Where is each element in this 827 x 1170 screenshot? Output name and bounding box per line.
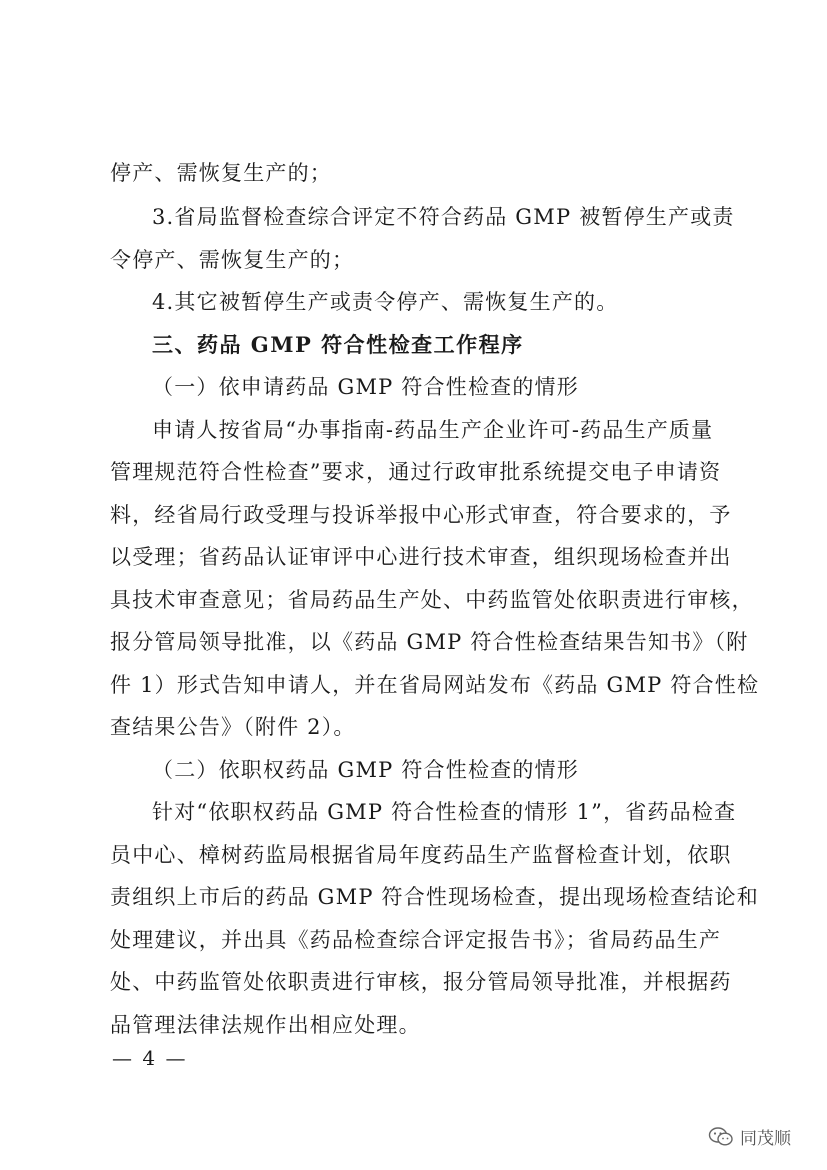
text-line: 品管理法律法规作出相应处理。 (110, 1013, 421, 1037)
text-line: 停产、需恢复生产的； (110, 161, 332, 185)
text-line: 件 1）形式告知申请人，并在省局网站发布《药品 GMP 符合性检 (110, 673, 760, 697)
text-line: 针对“依职权药品 GMP 符合性检查的情形 1”，省药品检查 (152, 800, 737, 824)
text-line: 员中心、樟树药监局根据省局年度药品生产监督检查计划，依职 (110, 843, 732, 867)
text-line: 管理规范符合性检查”要求，通过行政审批系统提交电子申请资 (110, 460, 722, 484)
page-number: — 4 — (112, 1046, 188, 1070)
section-heading: 三、药品 GMP 符合性检查工作程序 (152, 332, 524, 357)
text-line: 查结果公告》（附件 2）。 (110, 715, 356, 739)
subsection-heading: （一）依申请药品 GMP 符合性检查的情形 (152, 375, 579, 399)
watermark (708, 1124, 791, 1149)
subsection-heading: （二）依职权药品 GMP 符合性检查的情形 (152, 758, 579, 782)
watermark-text: 同茂顺 (740, 1129, 791, 1149)
text-line: 令停产、需恢复生产的； (110, 248, 355, 272)
text-line: 3.省局监督检查综合评定不符合药品 GMP 被暂停生产或责 (152, 205, 735, 229)
text-line: 以受理；省药品认证审评中心进行技术审查，组织现场检查并出 (110, 545, 732, 569)
wechat-icon (708, 1126, 734, 1148)
text-line: 申请人按省局“办事指南-药品生产企业许可-药品生产质量 (152, 418, 714, 442)
text-line: 具技术审查意见；省局药品生产处、中药监管处依职责进行审核， (110, 588, 754, 612)
text-line: 责组织上市后的药品 GMP 符合性现场检查，提出现场检查结论和 (110, 885, 759, 909)
text-line: 料，经省局行政受理与投诉举报中心形式审查，符合要求的，予 (110, 503, 732, 527)
text-line: 4.其它被暂停生产或责令停产、需恢复生产的。 (152, 290, 619, 314)
text-line: 处理建议，并出具《药品检查综合评定报告书》；省局药品生产 (110, 928, 722, 952)
text-line: 处、中药监管处依职责进行审核，报分管局领导批准，并根据药 (110, 970, 732, 994)
text-line: 报分管局领导批准，以《药品 GMP 符合性检查结果告知书》（附 (110, 630, 749, 654)
